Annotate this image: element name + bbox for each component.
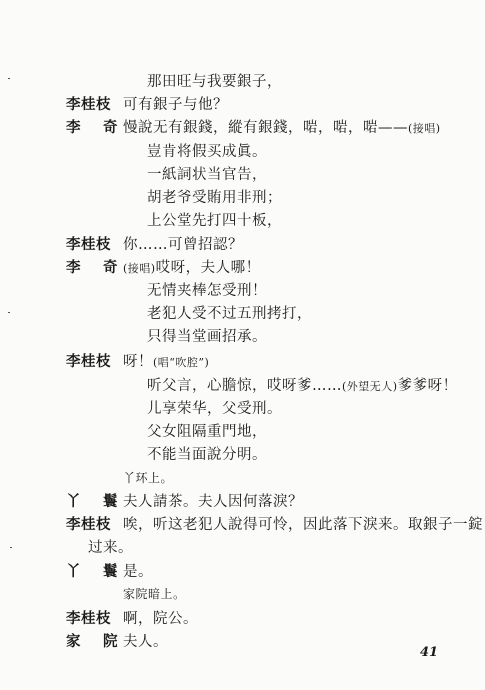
verse-line: 父女阻隔重門地， bbox=[147, 424, 267, 440]
dialogue-line: 夫人。 bbox=[123, 634, 168, 650]
dialogue-text: 慢說无有銀錢，縱有銀錢，啱，啱，啱—— bbox=[123, 120, 408, 136]
margin-speck bbox=[8, 312, 10, 313]
speaker-li-guizhi: 李桂枝 bbox=[66, 610, 111, 627]
verse-line bbox=[147, 379, 458, 394]
dialogue-line: 啊，院公。 bbox=[123, 611, 198, 627]
speaker-li-qi: 李 奇 bbox=[66, 119, 122, 136]
dialogue-continuation: 过来。 bbox=[88, 540, 133, 556]
dialogue-text: 呀！ bbox=[123, 354, 153, 370]
verse-line: 上公堂先打四十板， bbox=[147, 213, 282, 229]
dialogue-text: 爹爹呀！ bbox=[397, 378, 458, 394]
verse-line: 胡老爷受賄用非刑； bbox=[147, 190, 282, 206]
dialogue-line bbox=[123, 121, 441, 136]
dialogue-line: 唉，听这老犯人說得可怜，因此落下淚来。取銀子一錠 bbox=[123, 517, 483, 533]
dialogue-line: 是。 bbox=[123, 564, 153, 580]
margin-speck bbox=[8, 78, 10, 79]
dialogue-text: 哎呀，夫人哪！ bbox=[155, 260, 261, 276]
verse-line: 不能当面說分明。 bbox=[147, 447, 267, 463]
dialogue-text: 听父言，心膽惊，哎呀爹…… bbox=[147, 378, 342, 394]
verse-line: 豈肯将假买成眞。 bbox=[147, 144, 267, 160]
dialogue-line: 夫人請茶。夫人因何落淚？ bbox=[123, 494, 303, 510]
stage-direction: (外望无人) bbox=[342, 380, 398, 393]
verse-line: 无情夹棒怎受刑！ bbox=[147, 283, 267, 299]
stage-direction: (唱“吹腔”) bbox=[153, 356, 210, 369]
speaker-li-qi: 李 奇 bbox=[66, 259, 122, 276]
speaker-li-guizhi: 李桂枝 bbox=[66, 516, 111, 533]
stage-direction: 家院暗上。 bbox=[123, 587, 186, 601]
dialogue-line bbox=[123, 355, 209, 370]
speaker-yahuan: 丫 鬟 bbox=[66, 563, 122, 580]
speaker-yahuan: 丫 鬟 bbox=[66, 493, 122, 510]
dialogue-line: 可有銀子与他？ bbox=[123, 97, 228, 113]
speaker-li-guizhi: 李桂枝 bbox=[66, 96, 111, 113]
speaker-jiayuan: 家 院 bbox=[66, 633, 122, 650]
verse-line: 那田旺与我要銀子， bbox=[147, 74, 282, 90]
dialogue-line bbox=[123, 261, 261, 276]
speaker-li-guizhi: 李桂枝 bbox=[66, 236, 111, 253]
margin-speck bbox=[10, 547, 12, 548]
dialogue-line: 你……可曾招認？ bbox=[123, 237, 243, 253]
verse-line: 老犯人受不过五刑拷打， bbox=[147, 306, 312, 322]
verse-line: 儿享荣华，父受刑。 bbox=[147, 401, 282, 417]
stage-direction: (接唱) bbox=[408, 122, 441, 135]
verse-line: 一紙詞状当官告， bbox=[147, 167, 267, 183]
speaker-li-guizhi: 李桂枝 bbox=[66, 353, 111, 370]
page-number: 41 bbox=[420, 645, 439, 660]
stage-direction: 丫环上。 bbox=[123, 471, 174, 485]
verse-line: 只得当堂画招承。 bbox=[147, 329, 267, 345]
stage-direction: (接唱) bbox=[123, 262, 156, 275]
